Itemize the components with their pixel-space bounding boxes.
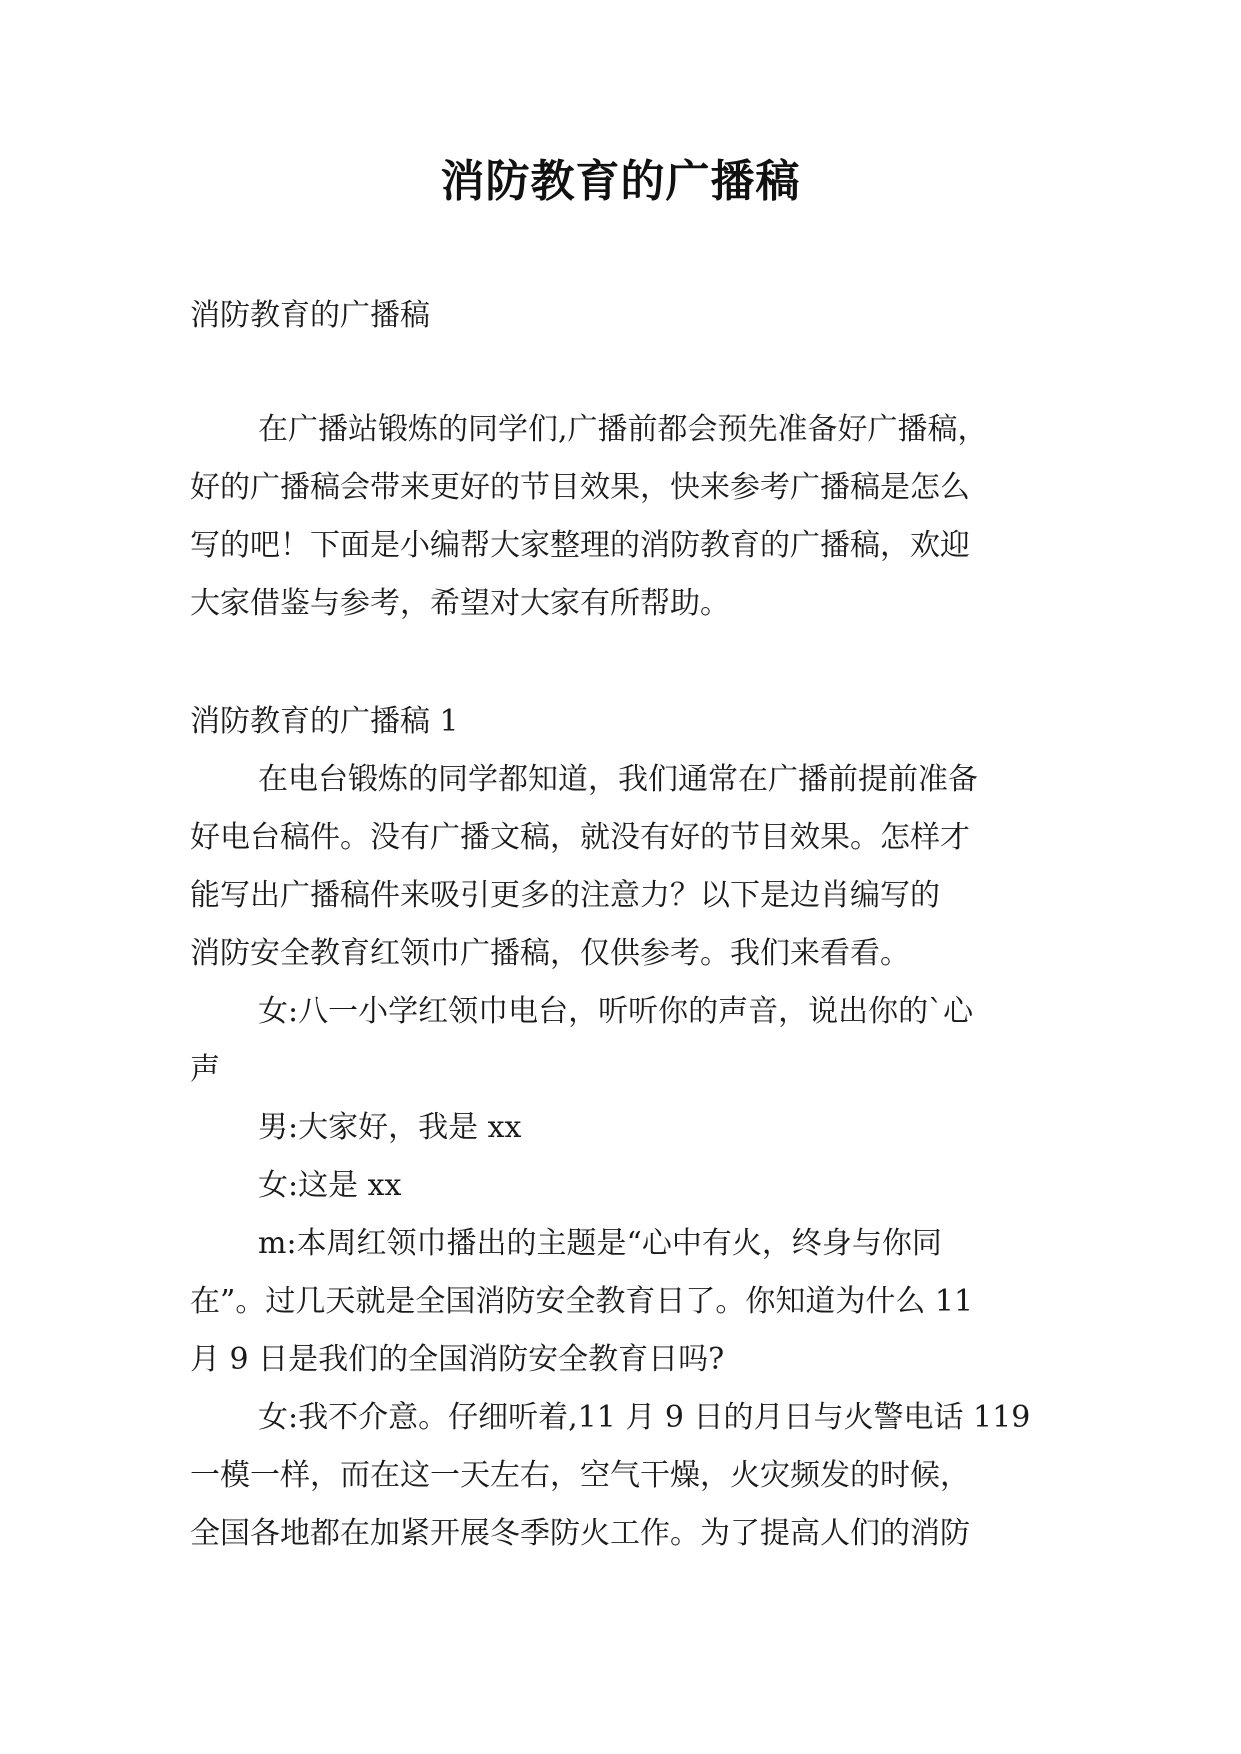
dialogue-line-10: 全国各地都在加紧开展冬季防火工作。为了提高人们的消防 xyxy=(190,1516,970,1551)
body-line-3: 能写出广播稿件来吸引更多的注意力？以下是边肖编写的 xyxy=(190,878,940,913)
intro-line-4: 大家借鉴与参考，希望对大家有所帮助。 xyxy=(190,586,730,621)
body-line-1: 在电台锻炼的同学都知道，我们通常在广播前提前准备 xyxy=(258,762,978,797)
body-line-4: 消防安全教育红领巾广播稿，仅供参考。我们来看看。 xyxy=(190,936,910,971)
intro-line-2: 好的广播稿会带来更好的节目效果，快来参考广播稿是怎么 xyxy=(190,470,970,505)
dialogue-line-4: 女:这是 xx xyxy=(258,1168,402,1203)
dialogue-line-1: 女:八一小学红领巾电台，听听你的声音，说出你的`心 xyxy=(258,994,974,1029)
subtitle-line: 消防教育的广播稿 xyxy=(190,298,430,333)
dialogue-line-3: 男:大家好，我是 xx xyxy=(258,1110,522,1145)
document-title: 消防教育的广播稿 xyxy=(440,156,801,207)
dialogue-line-5: m:本周红领巾播出的主题是“心中有火，终身与你同 xyxy=(258,1226,942,1261)
dialogue-line-2: 声 xyxy=(190,1052,220,1087)
dialogue-line-6: 在”。过几天就是全国消防安全教育日了。你知道为什么 11 xyxy=(190,1284,974,1319)
section-heading-1: 消防教育的广播稿 1 xyxy=(190,704,459,739)
body-line-2: 好电台稿件。没有广播文稿，就没有好的节目效果。怎样才 xyxy=(190,820,970,855)
dialogue-line-8: 女:我不介意。仔细听着,11 月 9 日的月日与火警电话 119 xyxy=(258,1400,1031,1435)
intro-line-1: 在广播站锻炼的同学们,广播前都会预先准备好广播稿， xyxy=(258,412,988,447)
dialogue-line-9: 一模一样，而在这一天左右，空气干燥，火灾频发的时候， xyxy=(190,1458,970,1493)
dialogue-line-7: 月 9 日是我们的全国消防安全教育日吗? xyxy=(190,1342,725,1377)
intro-line-3: 写的吧！下面是小编帮大家整理的消防教育的广播稿，欢迎 xyxy=(190,528,970,563)
